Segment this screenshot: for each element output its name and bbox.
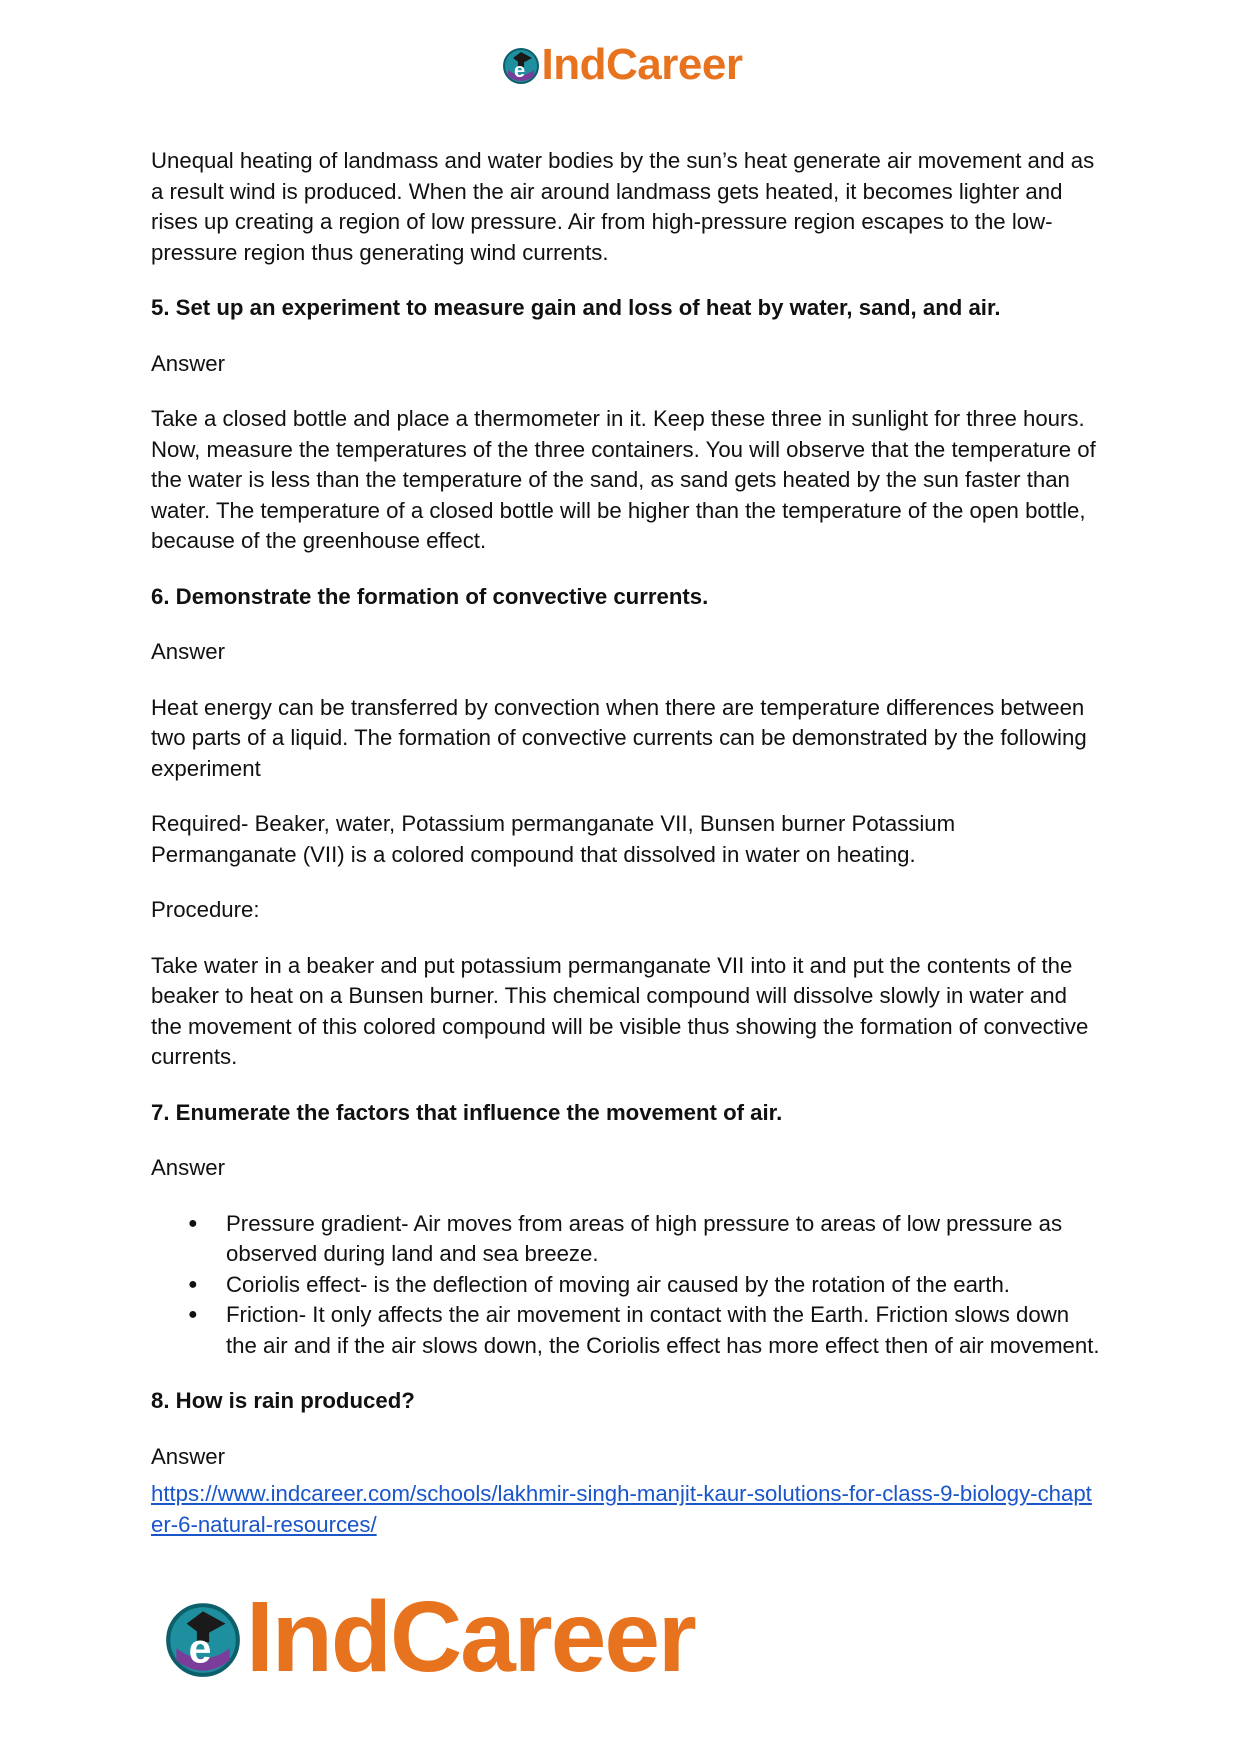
svg-text:e: e [513, 60, 525, 82]
graduation-cap-globe-icon [500, 44, 542, 86]
required-6: Required- Beaker, water, Potassium permanganate VII, Bunsen burner Potassium Permanganate (VII) is a colored compound that dissolved in water on heating. [151, 811, 956, 867]
answer-5: Take a closed bottle and place a thermometer in it. Keep these three in sunlight for three hours. Now, measure the temperatures of the three containers. You will observe that the temperature of the water is less than the temperature of the sand, as sand gets heated by the sun faster than water. The temperature of a closed bottle will be higher than the temperature of the open bottle, because of the greenhouse effect. [151, 406, 1096, 553]
graduation-cap-globe-icon [160, 1595, 246, 1681]
indcareer-logo[interactable] [500, 40, 743, 90]
list-item: ● Coriolis effect- is the deflection of moving air caused by the rotation of the earth. [226, 1270, 1101, 1301]
answer-6: Heat energy can be transferred by convection when there are temperature differences between two parts of a liquid. The formation of convective currents can be demonstrated by the following experiment [151, 694, 1087, 781]
answer-label-8: Answer [151, 1443, 225, 1469]
list-item: ● Friction- It only affects the air movement in contact with the Earth. Friction slows down the air and if the air slows down, the Coriolis effect has more effect then of air movement. [226, 1300, 1101, 1361]
logo-text-large: IndCareer [246, 1581, 695, 1693]
logo-text: IndCareer [541, 40, 743, 89]
intro-paragraph: Unequal heating of landmass and water bodies by the sun’s heat generate air movement and as a result wind is produced. When the air around landmass gets heated, it becomes lighter and rises up creating a region of low pressure. Air from high-pressure region escapes to the low-pressure region thus generating wind currents. [151, 148, 1095, 265]
document-body [151, 146, 1101, 1540]
question-7: 7. Enumerate the factors that influence the movement of air. [151, 1099, 783, 1125]
procedure-6: Take water in a beaker and put potassium permanganate VII into it and put the contents of the beaker to heat on a Bunsen burner. This chemical compound will dissolve slowly in water and the movement of this colored compound will be visible thus showing the formation of convective currents. [151, 952, 1089, 1069]
procedure-label-6: Procedure: [151, 897, 260, 922]
source-link[interactable]: https://www.indcareer.com/schools/lakhmir-singh-manjit-kaur-solutions-for-class-9-biology-chapter-6-natural-resources/ [151, 1481, 1092, 1537]
list-item: ● Pressure gradient- Air moves from areas of high pressure to areas of low pressure as observed during land and sea breeze. [226, 1209, 1101, 1270]
question-6: 6. Demonstrate the formation of convective currents. [151, 583, 709, 609]
factors-list [151, 1209, 1101, 1362]
answer-label-6: Answer [151, 639, 225, 664]
answer-label-7: Answer [151, 1155, 225, 1180]
indcareer-logo-large[interactable] [160, 1580, 695, 1695]
header-logo [0, 40, 1242, 90]
question-8: 8. How is rain produced? [151, 1388, 415, 1413]
footer-logo [160, 1580, 695, 1695]
question-5: 5. Set up an experiment to measure gain and loss of heat by water, sand, and air. [151, 295, 1001, 320]
answer-label-5: Answer [151, 350, 225, 376]
svg-text:e: e [188, 1625, 212, 1672]
